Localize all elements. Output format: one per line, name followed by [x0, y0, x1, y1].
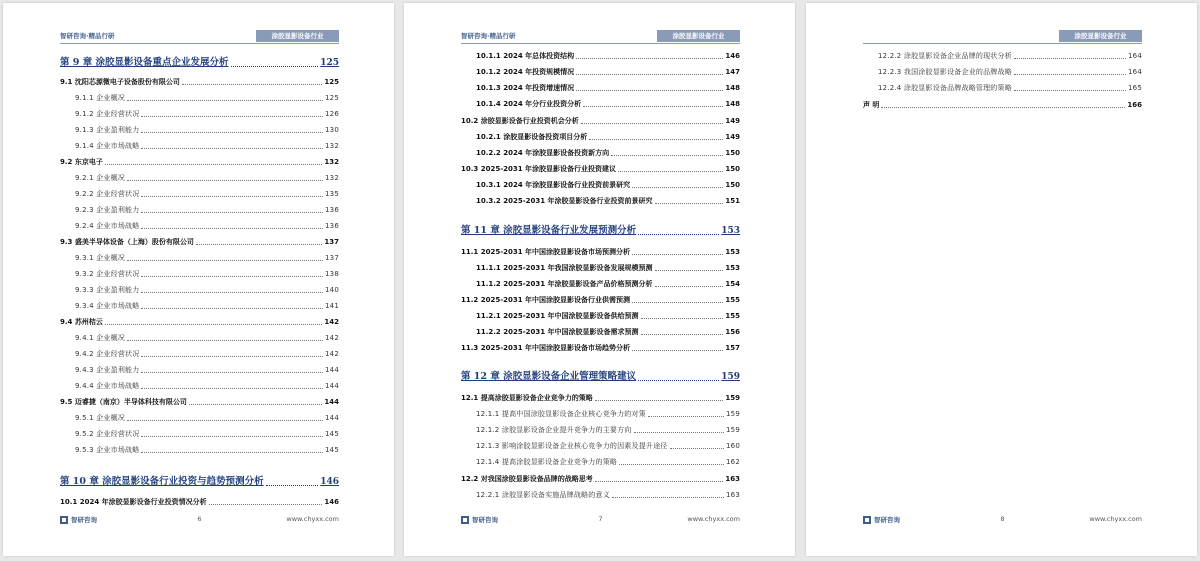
toc-subsection[interactable]: 11.2.1 2025-2031 年中国涂胶显影设备供给预测 155	[476, 312, 740, 320]
toc-subsection[interactable]: 9.4.4 企业市场战略 144	[75, 382, 339, 390]
footer-url: www.chyxx.com	[1089, 515, 1142, 523]
toc-subsection[interactable]: 12.1.4 提高涂胶显影设备企业竞争力的策略 162	[476, 458, 740, 466]
document-page-7	[404, 3, 795, 556]
page-number: 7	[598, 515, 603, 523]
toc-subsection[interactable]: 12.2.1 涂胶显影设备实施品牌战略的意义 163	[476, 491, 740, 499]
toc-subsection[interactable]: 12.2.4 涂胶显影设备品牌战略管理的策略 165	[878, 84, 1142, 92]
toc-section[interactable]: 声 明 166	[863, 101, 1142, 109]
toc-subsection[interactable]: 9.3.2 企业经营状况 138	[75, 270, 339, 278]
toc-subsection[interactable]: 10.3.1 2024 年涂胶显影设备行业投资前景研究 150	[476, 181, 740, 189]
toc-subsection[interactable]: 10.3.2 2025-2031 年涂胶显影设备行业投资前景研究 151	[476, 197, 740, 205]
page-footer	[60, 515, 339, 527]
toc-subsection[interactable]: 12.2.3 我国涂胶显影设备企业的品牌战略 164	[878, 68, 1142, 76]
toc-subsection[interactable]: 9.5.2 企业经营状况 145	[75, 430, 339, 438]
toc-subsection[interactable]: 9.1.4 企业市场战略 132	[75, 142, 339, 150]
toc-subsection[interactable]: 11.1.2 2025-2031 年涂胶显影设备产品价格预测分析 154	[476, 280, 740, 288]
toc-chapter[interactable]: 第 9 章 涂胶显影设备重点企业发展分析 125	[60, 57, 339, 68]
toc-section[interactable]: 11.2 2025-2031 年中国涂胶显影设备行业供需预测 155	[461, 296, 740, 304]
header-industry-tag: 涂胶显影设备行业	[657, 30, 740, 42]
toc-subsection[interactable]: 9.1.3 企业盈利能力 130	[75, 126, 339, 134]
toc-section[interactable]: 12.1 提高涂胶显影设备企业竞争力的策略 159	[461, 394, 740, 402]
toc-subsection[interactable]: 9.4.1 企业概况 142	[75, 334, 339, 342]
toc-subsection[interactable]: 9.2.4 企业市场战略 136	[75, 222, 339, 230]
toc-subsection[interactable]: 11.1.1 2025-2031 年我国涂胶显影设备发展规模预测 153	[476, 264, 740, 272]
toc-section[interactable]: 11.3 2025-2031 年中国涂胶显影设备市场趋势分析 157	[461, 344, 740, 352]
toc-section[interactable]: 9.2 东京电子 132	[60, 158, 339, 166]
brand-logo-text: 智研咨询·精品行研	[60, 32, 115, 40]
toc-subsection[interactable]: 12.2.2 涂胶显影设备企业品牌的现状分析 164	[878, 52, 1142, 60]
toc-section[interactable]: 9.3 盛美半导体设备（上海）股份有限公司 137	[60, 238, 339, 246]
toc-section[interactable]: 10.3 2025-2031 年涂胶显影设备行业投资建议 150	[461, 165, 740, 173]
page-header	[461, 28, 740, 44]
toc-subsection[interactable]: 9.2.2 企业经营状况 135	[75, 190, 339, 198]
toc-subsection[interactable]: 9.1.1 企业概况 125	[75, 94, 339, 102]
toc-subsection[interactable]: 10.1.1 2024 年总体投资结构 146	[476, 52, 740, 60]
toc-chapter[interactable]: 第 11 章 涂胶显影设备行业发展预测分析 153	[461, 225, 740, 236]
toc-subsection[interactable]: 10.1.3 2024 年投资增速情况 148	[476, 84, 740, 92]
toc-subsection[interactable]: 9.3.3 企业盈利能力 140	[75, 286, 339, 294]
toc-section[interactable]: 10.2 涂胶显影设备行业投资机会分析 149	[461, 117, 740, 125]
toc-subsection[interactable]: 9.1.2 企业经营状况 126	[75, 110, 339, 118]
header-industry-tag: 涂胶显影设备行业	[256, 30, 339, 42]
toc-section[interactable]: 12.2 对我国涂胶显影设备品牌的战略思考 163	[461, 475, 740, 483]
toc-subsection[interactable]: 9.2.3 企业盈利能力 136	[75, 206, 339, 214]
page-number: 6	[197, 515, 202, 523]
footer-logo: 智研咨询	[60, 515, 97, 524]
page-number: 8	[1000, 515, 1005, 523]
toc-subsection[interactable]: 10.1.2 2024 年投资规模情况 147	[476, 68, 740, 76]
toc-subsection[interactable]: 10.2.1 涂胶显影设备投资项目分析 149	[476, 133, 740, 141]
toc-subsection[interactable]: 9.3.4 企业市场战略 141	[75, 302, 339, 310]
toc-chapter[interactable]: 第 10 章 涂胶显影设备行业投资与趋势预测分析 146	[60, 476, 339, 487]
page-footer	[863, 515, 1142, 527]
footer-logo: 智研咨询	[461, 515, 498, 524]
toc-section[interactable]: 9.5 迈睿捷（南京）半导体科技有限公司 144	[60, 398, 339, 406]
toc-subsection[interactable]: 9.2.1 企业概况 132	[75, 174, 339, 182]
header-divider	[60, 43, 339, 44]
toc-section[interactable]: 9.1 沈阳芯源微电子设备股份有限公司 125	[60, 78, 339, 86]
toc-subsection[interactable]: 9.5.3 企业市场战略 145	[75, 446, 339, 454]
page-footer	[461, 515, 740, 527]
toc-section[interactable]: 10.1 2024 年涂胶显影设备行业投资情况分析 146	[60, 498, 339, 506]
footer-logo: 智研咨询	[863, 515, 900, 524]
footer-url: www.chyxx.com	[687, 515, 740, 523]
toc-subsection[interactable]: 10.1.4 2024 年分行业投资分析 148	[476, 100, 740, 108]
toc-subsection[interactable]: 12.1.2 涂胶显影设备企业提升竞争力的主要方向 159	[476, 426, 740, 434]
toc-subsection[interactable]: 10.2.2 2024 年涂胶显影设备投资新方向 150	[476, 149, 740, 157]
footer-url: www.chyxx.com	[286, 515, 339, 523]
toc-subsection[interactable]: 11.2.2 2025-2031 年中国涂胶显影设备需求预测 156	[476, 328, 740, 336]
toc-subsection[interactable]: 9.3.1 企业概况 137	[75, 254, 339, 262]
page-header	[863, 28, 1142, 44]
toc-subsection[interactable]: 9.4.3 企业盈利能力 144	[75, 366, 339, 374]
document-page-6	[3, 3, 394, 556]
toc-section[interactable]: 9.4 苏州桔云 142	[60, 318, 339, 326]
header-industry-tag: 涂胶显影设备行业	[1059, 30, 1142, 42]
toc-subsection[interactable]: 12.1.1 提高中国涂胶显影设备企业核心竞争力的对策 159	[476, 410, 740, 418]
toc-chapter[interactable]: 第 12 章 涂胶显影设备企业管理策略建议 159	[461, 371, 740, 382]
header-divider	[863, 43, 1142, 44]
toc-subsection[interactable]: 9.4.2 企业经营状况 142	[75, 350, 339, 358]
toc-section[interactable]: 11.1 2025-2031 年中国涂胶显影设备市场预测分析 153	[461, 248, 740, 256]
document-page-8	[806, 3, 1197, 556]
toc-subsection[interactable]: 9.5.1 企业概况 144	[75, 414, 339, 422]
page-header	[60, 28, 339, 44]
toc-subsection[interactable]: 12.1.3 影响涂胶显影设备企业核心竞争力的因素及提升途径 160	[476, 442, 740, 450]
brand-logo-text: 智研咨询·精品行研	[461, 32, 516, 40]
header-divider	[461, 43, 740, 44]
